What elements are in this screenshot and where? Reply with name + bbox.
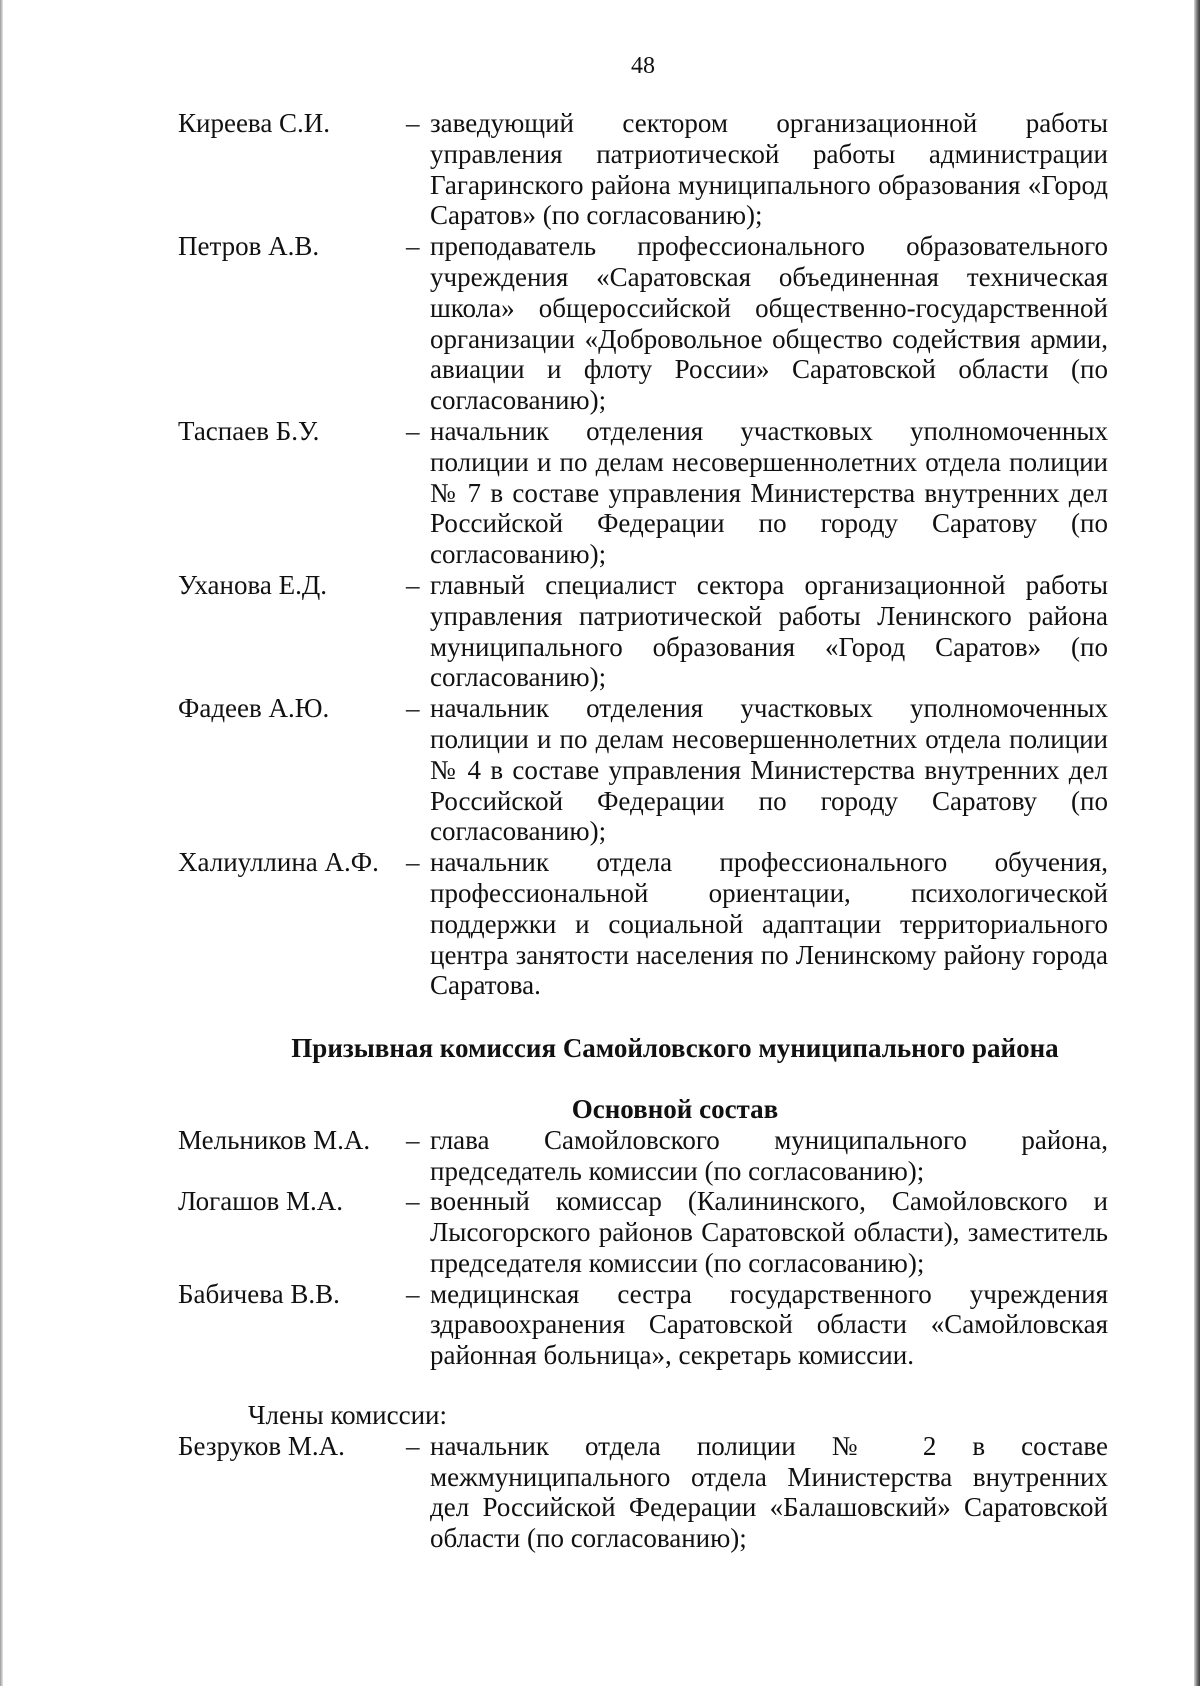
list-item [178, 231, 1108, 416]
entry-dash: – [406, 693, 420, 724]
entry-name: Киреева С.И. [178, 108, 331, 138]
entry-dash: – [406, 847, 420, 878]
entry-description: главный специалист сектора организационной работы управления патриотической работы Ленинского района муниципального образования «Город Саратов» (по согласованию); [430, 569, 1108, 693]
list-item [178, 108, 1108, 231]
list-item [178, 416, 1108, 570]
list-item [178, 1279, 1108, 1371]
entry-dash: – [406, 1124, 420, 1155]
page-number: 48 [631, 53, 655, 79]
list-item [178, 1125, 1108, 1187]
list-item [178, 570, 1108, 693]
entry-description: медицинская сестра государственного учреждения здравоохранения Саратовской области «Самойловская районная больница», секретарь комиссии. [430, 1278, 1108, 1371]
members-label: Члены комиссии: [248, 1400, 447, 1431]
entry-description: начальник отделения участковых уполномоченных полиции и по делам несовершеннолетних отдела полиции № 7 в составе управления Министерства внутренних дел Российской Федерации по городу Саратову (по согласованию); [430, 415, 1108, 570]
scan-edge-left [0, 0, 3, 1686]
entry-dash: – [406, 569, 420, 600]
subsection-title: Основной состав [571, 1093, 779, 1124]
entry-name: Уханова Е.Д. [178, 569, 328, 600]
entry-name: Мельников М.А. [178, 1124, 371, 1155]
list-item [178, 1186, 1108, 1278]
entry-description: начальник отдела полиции № 2 в составе межмуниципального отдела Министерства внутренних дел Российской Федерации «Балашовский» Саратовской области (по согласованию); [430, 1430, 1108, 1554]
scan-edge-right [1194, 0, 1200, 1686]
section-title: Призывная комиссия Самойловского муниципального района [291, 1033, 1059, 1064]
entry-dash: – [406, 231, 420, 262]
entry-dash: – [406, 1430, 420, 1461]
entry-description: начальник отделения участковых уполномоченных полиции и по делам несовершеннолетних отдела полиции № 4 в составе управления Министерства внутренних дел Российской Федерации по городу Саратову (по согласованию); [430, 693, 1108, 847]
entry-description: преподаватель профессионального образовательного учреждения «Саратовская объединенная техническая школа» общероссийской общественно-государственной организации «Добровольное общество содействия армии, авиации и флоту России» Саратовской области (по согласованию); [430, 231, 1108, 416]
entry-dash: – [406, 1186, 420, 1217]
entry-description: глава Самойловского муниципального района, председатель комиссии (по согласованию); [430, 1124, 1108, 1186]
entry-description: военный комиссар (Калининского, Самойловского и Лысогорского районов Саратовской области), заместитель председателя комиссии (по согласованию); [430, 1186, 1108, 1278]
list-item [178, 847, 1108, 1001]
entry-dash: – [406, 108, 420, 138]
entry-name: Петров А.В. [178, 231, 320, 262]
document-body [178, 108, 1108, 1554]
list-item [178, 1431, 1108, 1554]
entry-name: Таспаев Б.У. [178, 415, 320, 446]
entry-name: Фадеев А.Ю. [178, 693, 330, 724]
list-item [178, 693, 1108, 847]
entry-name: Халиуллина А.Ф. [178, 847, 379, 878]
entry-description: заведующий сектором организационной работы управления патриотической работы администрации Гагаринского района муниципального образования «Город Саратов» (по согласованию); [430, 108, 1108, 231]
entry-name: Бабичева В.В. [178, 1278, 340, 1309]
entry-dash: – [406, 415, 420, 446]
entry-name: Безруков М.А. [178, 1430, 345, 1461]
entry-name: Логашов М.А. [178, 1186, 343, 1217]
entry-dash: – [406, 1278, 420, 1309]
entry-description: начальник отдела профессионального обучения, профессиональной ориентации, психологической поддержки и социальной адаптации территориального центра занятости населения по Ленинскому району города Саратова. [430, 847, 1108, 1001]
